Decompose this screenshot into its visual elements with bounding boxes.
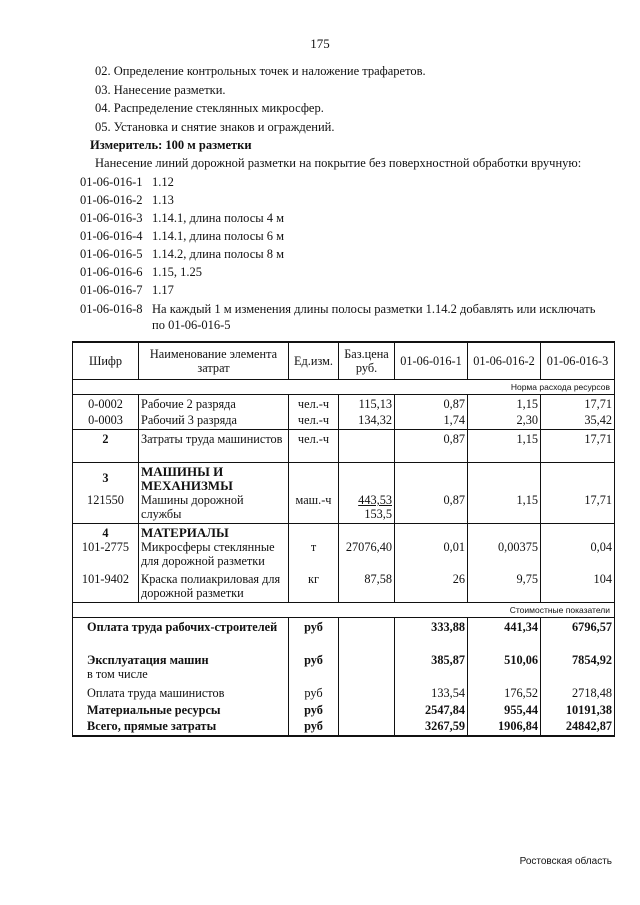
table-header-row (73, 342, 615, 380)
cost-value: 2718,48 (541, 683, 615, 703)
table-row (73, 395, 615, 412)
cell-code: 101-2775 (73, 540, 139, 570)
step-line: 05. Установка и снятие знаков и ограждений. (95, 120, 335, 134)
cost-unit: руб (289, 618, 339, 651)
section-row (73, 463, 615, 494)
step-line: 04. Распределение стеклянных микросфер. (95, 101, 324, 115)
header-col-1: 01-06-016-1 (395, 342, 468, 380)
cell-value: 0,04 (541, 540, 615, 570)
region-footer: Ростовская область (519, 856, 612, 867)
page-number: 175 (310, 36, 330, 51)
cost-row (73, 703, 615, 719)
cell-value: 0,01 (395, 540, 468, 570)
cell-price: 87,58 (339, 570, 395, 603)
cell-unit: чел.-ч (289, 430, 339, 463)
cell-unit: т (289, 540, 339, 570)
code-id: 01-06-016-3 (80, 211, 143, 225)
cell-value: 0,00375 (468, 540, 541, 570)
cost-value: 333,88 (395, 618, 468, 651)
cost-unit: руб (289, 703, 339, 719)
table-row (73, 430, 615, 463)
cell-price (339, 430, 395, 463)
header-unit: Ед.изм. (289, 342, 339, 380)
measure-unit: Измеритель: 100 м разметки (90, 138, 252, 152)
work-description: Нанесение линий дорожной разметки на покрытие без поверхностной обработки вручную: (95, 156, 582, 170)
code-text-continued: по 01-06-016-5 (152, 318, 231, 332)
code-id: 01-06-016-1 (80, 175, 143, 189)
code-text: На каждый 1 м изменения длины полосы разметки 1.14.2 добавлять или исключать (152, 302, 596, 316)
cost-value: 133,54 (395, 683, 468, 703)
cell-unit: чел.-ч (289, 395, 339, 412)
header-col-3: 01-06-016-3 (541, 342, 615, 380)
cost-value: 955,44 (468, 703, 541, 719)
cell-name: Машины дорожной службы (139, 493, 289, 524)
cell-code: 4 (73, 524, 139, 541)
code-text: 1.14.1, длина полосы 4 м (152, 211, 285, 225)
cell-unit: чел.-ч (289, 411, 339, 430)
cost-row (73, 683, 615, 703)
cost-value: 441,34 (468, 618, 541, 651)
step-line: 03. Нанесение разметки. (95, 83, 226, 97)
cell-value: 1,15 (468, 430, 541, 463)
cell-unit: кг (289, 570, 339, 603)
code-text: 1.13 (152, 193, 174, 207)
cell-price: 443,53 (358, 493, 392, 507)
code-id: 01-06-016-2 (80, 193, 143, 207)
cost-name: Эксплуатация машин (87, 653, 209, 667)
cell-value: 0,87 (395, 430, 468, 463)
header-price: Баз.цена руб. (339, 342, 395, 380)
norm-label: Норма расхода ресурсов (73, 380, 615, 395)
cost-name: Оплата труда рабочих-строителей (73, 618, 289, 651)
cell-value: 35,42 (541, 411, 615, 430)
cell-value: 0,87 (395, 395, 468, 412)
code-text: 1.12 (152, 175, 174, 189)
cost-value: 6796,57 (541, 618, 615, 651)
cell-value: 1,15 (468, 395, 541, 412)
code-id: 01-06-016-4 (80, 229, 143, 243)
cell-value: 2,30 (468, 411, 541, 430)
cost-value: 385,87 (395, 650, 468, 683)
cost-unit: руб (289, 719, 339, 736)
cost-value: 7854,92 (541, 650, 615, 683)
cost-name: Всего, прямые затраты (73, 719, 289, 736)
cost-value: 2547,84 (395, 703, 468, 719)
cell-value: 1,74 (395, 411, 468, 430)
code-id: 01-06-016-6 (80, 265, 143, 279)
cost-value: 510,06 (468, 650, 541, 683)
cost-name: Оплата труда машинистов (73, 683, 289, 703)
cost-label-row (73, 603, 615, 618)
code-text: 1.15, 1.25 (152, 265, 202, 279)
cell-name: Затраты труда машинистов (139, 430, 289, 463)
code-text: 1.17 (152, 283, 174, 297)
cell-code: 3 (73, 463, 139, 494)
table-row (73, 540, 615, 570)
code-text: 1.14.1, длина полосы 6 м (152, 229, 285, 243)
cost-value: 24842,87 (541, 719, 615, 736)
cell-value: 0,87 (395, 493, 468, 524)
cost-value: 10191,38 (541, 703, 615, 719)
section-title: МАТЕРИАЛЫ (139, 524, 289, 541)
norm-label-row (73, 380, 615, 395)
cell-value: 17,71 (541, 430, 615, 463)
step-line: 02. Определение контрольных точек и наложение трафаретов. (95, 64, 426, 78)
cost-value: 1906,84 (468, 719, 541, 736)
code-id: 01-06-016-8 (80, 302, 143, 316)
cell-name: Краска полиакриловая для дорожной разметки (139, 570, 289, 603)
header-col-2: 01-06-016-2 (468, 342, 541, 380)
cost-unit: руб (289, 650, 339, 683)
cell-unit: маш.-ч (289, 493, 339, 524)
cell-price: 115,13 (339, 395, 395, 412)
header-name: Наименование элемента затрат (139, 342, 289, 380)
table-row (73, 493, 615, 524)
header-code: Шифр (73, 342, 139, 380)
cell-name: Рабочие 2 разряда (139, 395, 289, 412)
cell-code: 2 (73, 430, 139, 463)
cell-code: 0-0003 (73, 411, 139, 430)
cost-name: Материальные ресурсы (73, 703, 289, 719)
cost-subnote: в том числе (87, 667, 148, 681)
code-id: 01-06-016-7 (80, 283, 143, 297)
table-row (73, 411, 615, 430)
cost-value: 3267,59 (395, 719, 468, 736)
section-title: МАШИНЫ И МЕХАНИЗМЫ (139, 463, 289, 494)
cell-code: 0-0002 (73, 395, 139, 412)
table-row (73, 570, 615, 603)
code-text: 1.14.2, длина полосы 8 м (152, 247, 285, 261)
cell-name: Микросферы стеклянные для дорожной разметки (139, 540, 289, 570)
code-id: 01-06-016-5 (80, 247, 143, 261)
cell-name: Рабочий 3 разряда (139, 411, 289, 430)
cell-code: 121550 (73, 493, 139, 524)
cell-price-secondary: 153,5 (364, 507, 392, 521)
cell-price: 27076,40 (339, 540, 395, 570)
cost-label: Стоимостные показатели (73, 603, 615, 618)
cost-row (73, 719, 615, 736)
cost-value: 176,52 (468, 683, 541, 703)
cost-row (73, 618, 615, 651)
cost-unit: руб (289, 683, 339, 703)
cell-value: 1,15 (468, 493, 541, 524)
cell-value: 26 (395, 570, 468, 603)
cell-price: 134,32 (339, 411, 395, 430)
section-row (73, 524, 615, 541)
cost-row (73, 650, 615, 683)
cell-value: 104 (541, 570, 615, 603)
cell-code: 101-9402 (73, 570, 139, 603)
cell-value: 17,71 (541, 395, 615, 412)
cell-value: 17,71 (541, 493, 615, 524)
cell-value: 9,75 (468, 570, 541, 603)
resource-table (72, 341, 615, 737)
